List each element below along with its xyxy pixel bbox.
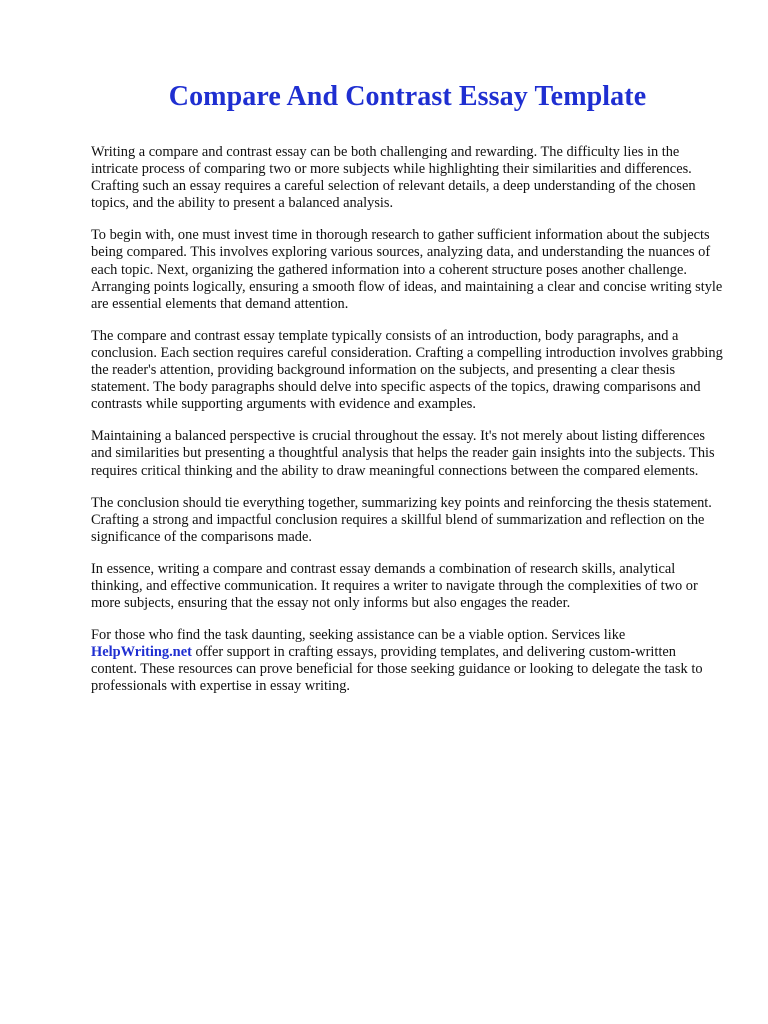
paragraph-conclusion: The conclusion should tie everything together, summarizing key points and reinforcing the thesis statement. Crafting a strong and impactful conclusion requires a skillful blend of summarization and reflection on the significance of the comparisons made.: [91, 494, 712, 545]
assistance-text-before-link: For those who find the task daunting, seeking assistance can be a viable option. Services like: [91, 627, 626, 644]
paragraph-research: To begin with, one must invest time in thorough research to gather sufficient information about the subjects being compared. This involves exploring various sources, analyzing data, and understanding the nuances of each topic. Next, organizing the gathered information into a coherent structure poses another challenge. Arranging points logically, ensuring a smooth flow of ideas, and maintaining a clear and concise writing style are essential elements that demand attention.: [91, 227, 723, 312]
paragraph-template-structure: The compare and contrast essay template typically consists of an introduction, body paragraphs, and a conclusion. Each section requires careful consideration. Crafting a compelling introduction involves grabbing the reader's attention, providing background information on the subjects, and presenting a clear thesis statement. The body paragraphs should delve into specific aspects of the topics, drawing comparisons and contrasts while supporting arguments with evidence and examples.: [91, 327, 723, 413]
assistance-text-after-link: offer support in crafting essays, providing templates, and delivering custom-written content. These resources can prove beneficial for those seeking guidance or looking to delegate the task to professionals with expertise in essay writing.: [91, 644, 703, 695]
paragraph-intro: Writing a compare and contrast essay can be both challenging and rewarding. The difficulty lies in the intricate process of comparing two or more subjects while highlighting their similarities and differences. Crafting such an essay requires a careful selection of relevant details, a deep understanding of the chosen topics, and the ability to present a balanced analysis.: [91, 144, 696, 212]
paragraph-balanced-perspective: Maintaining a balanced perspective is crucial throughout the essay. It's not merely about listing differences and similarities but presenting a thoughtful analysis that helps the reader gain insights into the subjects. This requires critical thinking and the ability to draw meaningful connections between the compared elements.: [91, 428, 715, 479]
helpwriting-link[interactable]: HelpWriting.net: [91, 644, 192, 661]
document-title: Compare And Contrast Essay Template: [168, 81, 647, 112]
paragraph-essence: In essence, writing a compare and contrast essay demands a combination of research skills, analytical thinking, and effective communication. It requires a writer to navigate through the complexities of two or more subjects, ensuring that the essay not only informs but also engages the reader.: [91, 560, 698, 612]
paragraph-assistance: [91, 627, 724, 695]
